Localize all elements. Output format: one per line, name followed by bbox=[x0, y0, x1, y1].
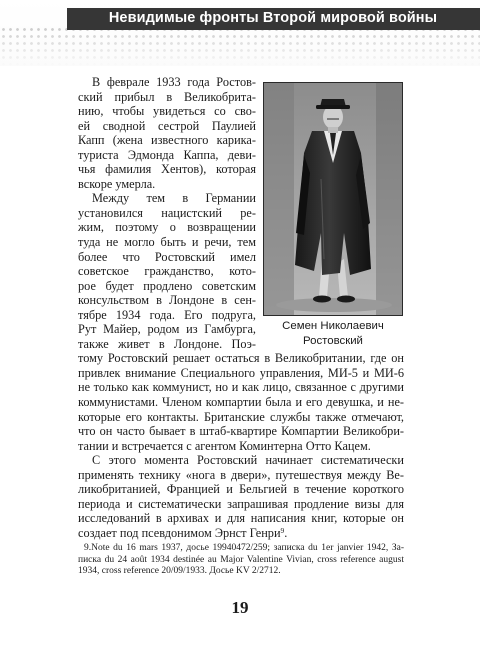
text-line: советское гражданство, кото- bbox=[78, 264, 256, 279]
text-line: жим, поэтому о возвращении bbox=[78, 220, 256, 235]
header-halftone-pattern bbox=[0, 26, 480, 66]
text-line: туриста Эдмонда Каппа, деви- bbox=[78, 147, 256, 162]
text-line: тябре 1934 года. Его подруга, bbox=[78, 307, 256, 322]
text-line: нию, чтобы увидеться со сво- bbox=[78, 104, 256, 119]
text-line: периода и систематически запрашивая продление визы для bbox=[78, 496, 404, 511]
text-line: тому Ростовский решает остаться в Великобритании, где он bbox=[78, 351, 404, 366]
text-line: В феврале 1933 года Ростов- bbox=[92, 75, 256, 89]
paragraph-2 bbox=[78, 191, 404, 453]
footnote-line: 9.Note du 16 mars 1937, досье 19940472/259; записка du 1er janvier 1942, За- bbox=[84, 543, 404, 553]
text-line: ликобританией, Францией и Бельгией в течение короткого bbox=[78, 482, 404, 497]
text-line: Капп (жена известного карика- bbox=[78, 133, 256, 148]
text-line: коммунистами. Членом компартии была и его девушка, и не- bbox=[78, 395, 404, 410]
text-line: вскоре умерла. bbox=[78, 176, 156, 191]
text-line: ский прибыл в Великобрита- bbox=[78, 89, 256, 104]
paragraph-1 bbox=[78, 75, 404, 191]
page-number: 19 bbox=[231, 598, 249, 617]
text-line: установился нацистский ре- bbox=[78, 205, 256, 220]
text-line: тании и встречается с агентом Коминтерна Отто Кацем. bbox=[78, 438, 371, 453]
text-line: что он часто бывает в штаб-квартире Компартии Великобри- bbox=[78, 424, 404, 439]
text-line: которые его контакты. Британские службы также отмечают, bbox=[78, 409, 404, 424]
text-line: применять технику «нога в двери», путешествуя между Ве- bbox=[78, 467, 404, 482]
text-line: рое будет продлено советским bbox=[78, 278, 256, 293]
text-line: Между тем в Германии bbox=[92, 191, 256, 206]
text-line: привлек внимание Специального управления, МИ-5 и МИ-6 bbox=[78, 365, 404, 380]
running-header-title: Невидимые фронты Второй мировой войны bbox=[108, 10, 438, 26]
caption-line: Семен Николаевич bbox=[282, 320, 384, 332]
text-line bbox=[78, 526, 404, 541]
caption-line: Ростовский bbox=[303, 334, 363, 347]
footnote bbox=[78, 543, 404, 578]
text-line: туда не могло быть и речи, тем bbox=[78, 235, 256, 250]
running-header bbox=[0, 0, 480, 66]
text-line: ей сводной сестрой Паулией bbox=[78, 118, 256, 133]
body-text bbox=[78, 75, 404, 541]
footnote-reference[interactable]: 9 bbox=[280, 525, 285, 535]
text-line: не только как коммунист, но и как лицо, связанное с другими bbox=[78, 380, 404, 395]
text-line: консульством в Лондоне в сен- bbox=[78, 293, 256, 308]
text-line: чья фамилия Хентов), которая bbox=[78, 162, 256, 177]
text-line-content: создает под псевдонимом Эрнст Генри bbox=[78, 525, 281, 540]
text-line: также живет в Лондоне. Поэ- bbox=[78, 336, 256, 351]
text-line: Рут Майер, родом из Гамбурга, bbox=[78, 322, 256, 337]
text-line: более что Ростовский имел bbox=[78, 249, 256, 264]
text-line: С этого момента Ростовский начинает систематически bbox=[92, 453, 404, 468]
footnote-line: писка du 24 août 1934 destinée au Major Valentine Vivian, cross reference august bbox=[78, 554, 404, 565]
footnote-line: 1934, cross reference 20/09/1933. Досье KV 2/2712. bbox=[78, 566, 281, 577]
paragraph-3 bbox=[78, 453, 404, 540]
text-line: исследований в архивах и для написания книг, которые он bbox=[78, 511, 404, 526]
sentence-period: . bbox=[284, 525, 288, 540]
